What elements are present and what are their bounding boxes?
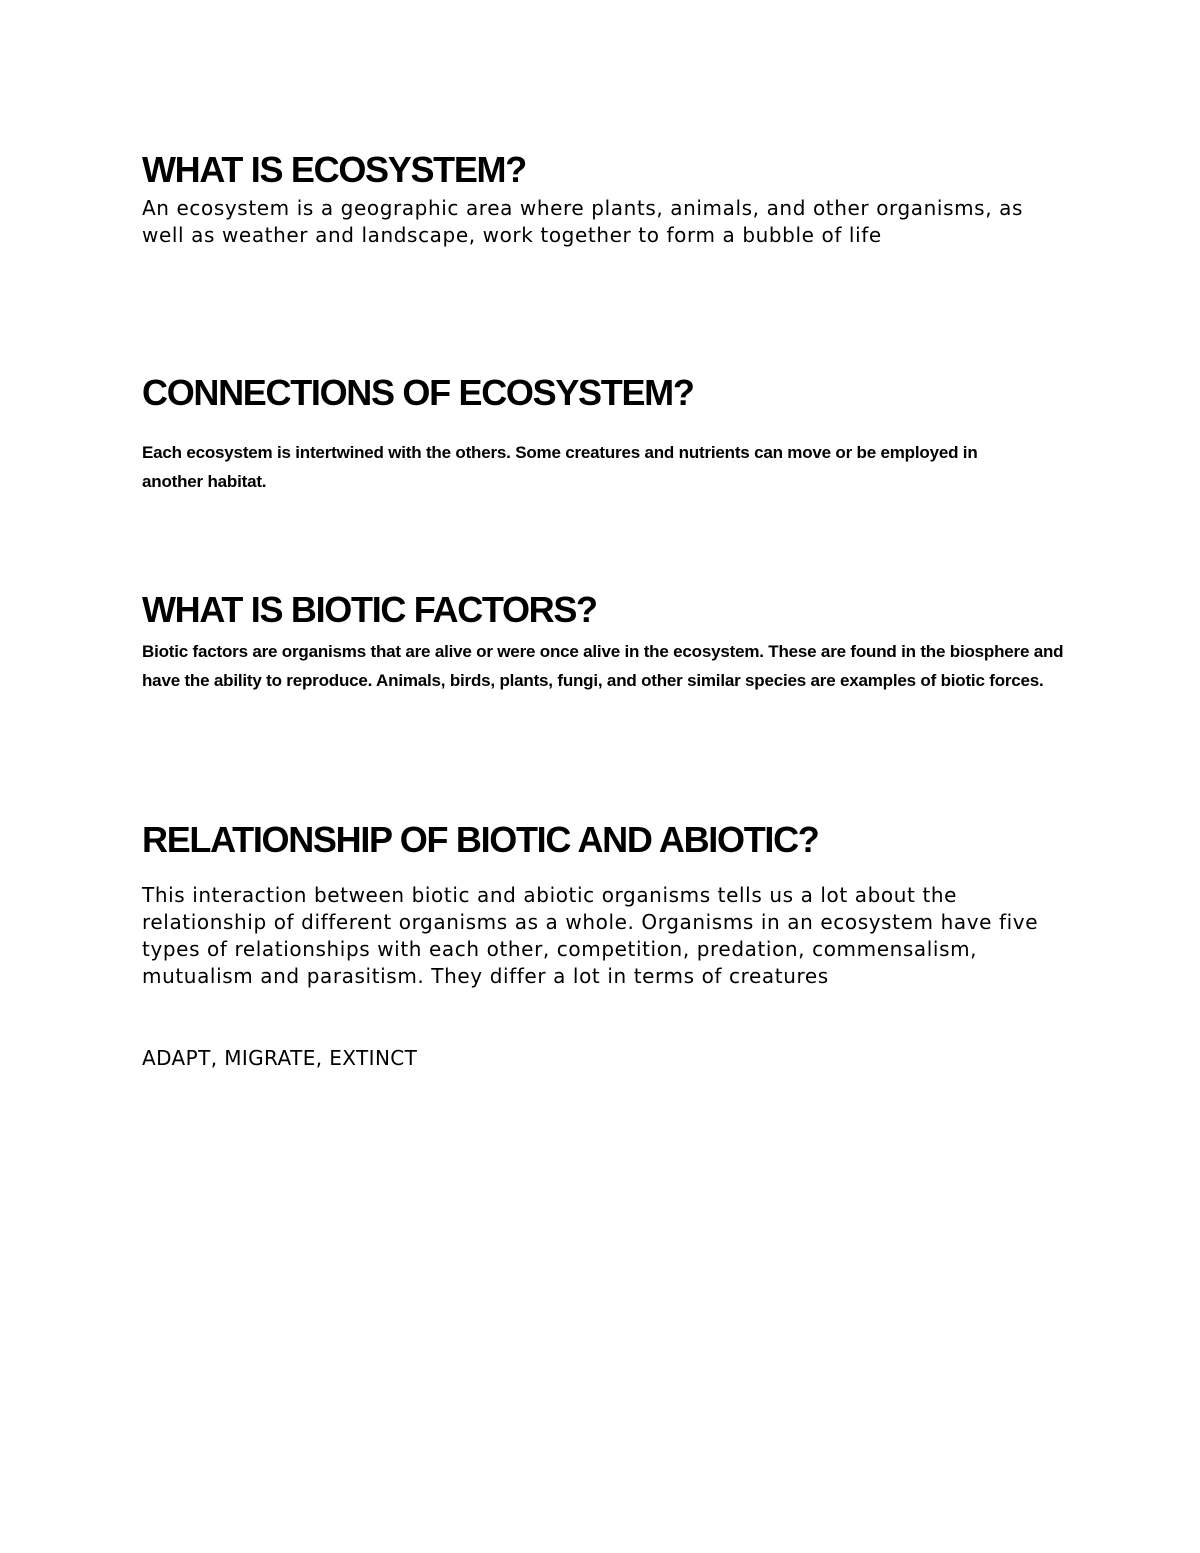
heading-connections-of-ecosystem: CONNECTIONS OF ECOSYSTEM? bbox=[142, 372, 694, 413]
heading-biotic-factors: WHAT IS BIOTIC FACTORS? bbox=[142, 589, 597, 630]
paragraph-connections: Each ecosystem is intertwined with the others. Some creatures and nutrients can move or be employed in another habitat. bbox=[142, 443, 978, 491]
paragraph-ecosystem-definition: An ecosystem is a geographic area where plants, animals, and other organisms, as well as weather and landscape, work together to form a bubble of life bbox=[142, 196, 1023, 247]
paragraph-biotic-factors: Biotic factors are organisms that are alive or were once alive in the ecosystem. These are found in the biosphere and have the ability to reproduce. Animals, birds, plants, fungi, and other similar species are examples of biotic forces. bbox=[142, 642, 1064, 690]
closing-line: ADAPT, MIGRATE, EXTINCT bbox=[142, 1046, 418, 1070]
heading-what-is-ecosystem: WHAT IS ECOSYSTEM? bbox=[142, 149, 526, 190]
paragraph-relationship: This interaction between biotic and abiotic organisms tells us a lot about the relationship of different organisms as a whole. Organisms in an ecosystem have five types of relationships with each other, competition, predation, commensalism, mutualism and parasitism. They differ a lot in terms of creatures bbox=[142, 883, 1039, 988]
heading-relationship-biotic-abiotic: RELATIONSHIP OF BIOTIC AND ABIOTIC? bbox=[142, 819, 819, 860]
